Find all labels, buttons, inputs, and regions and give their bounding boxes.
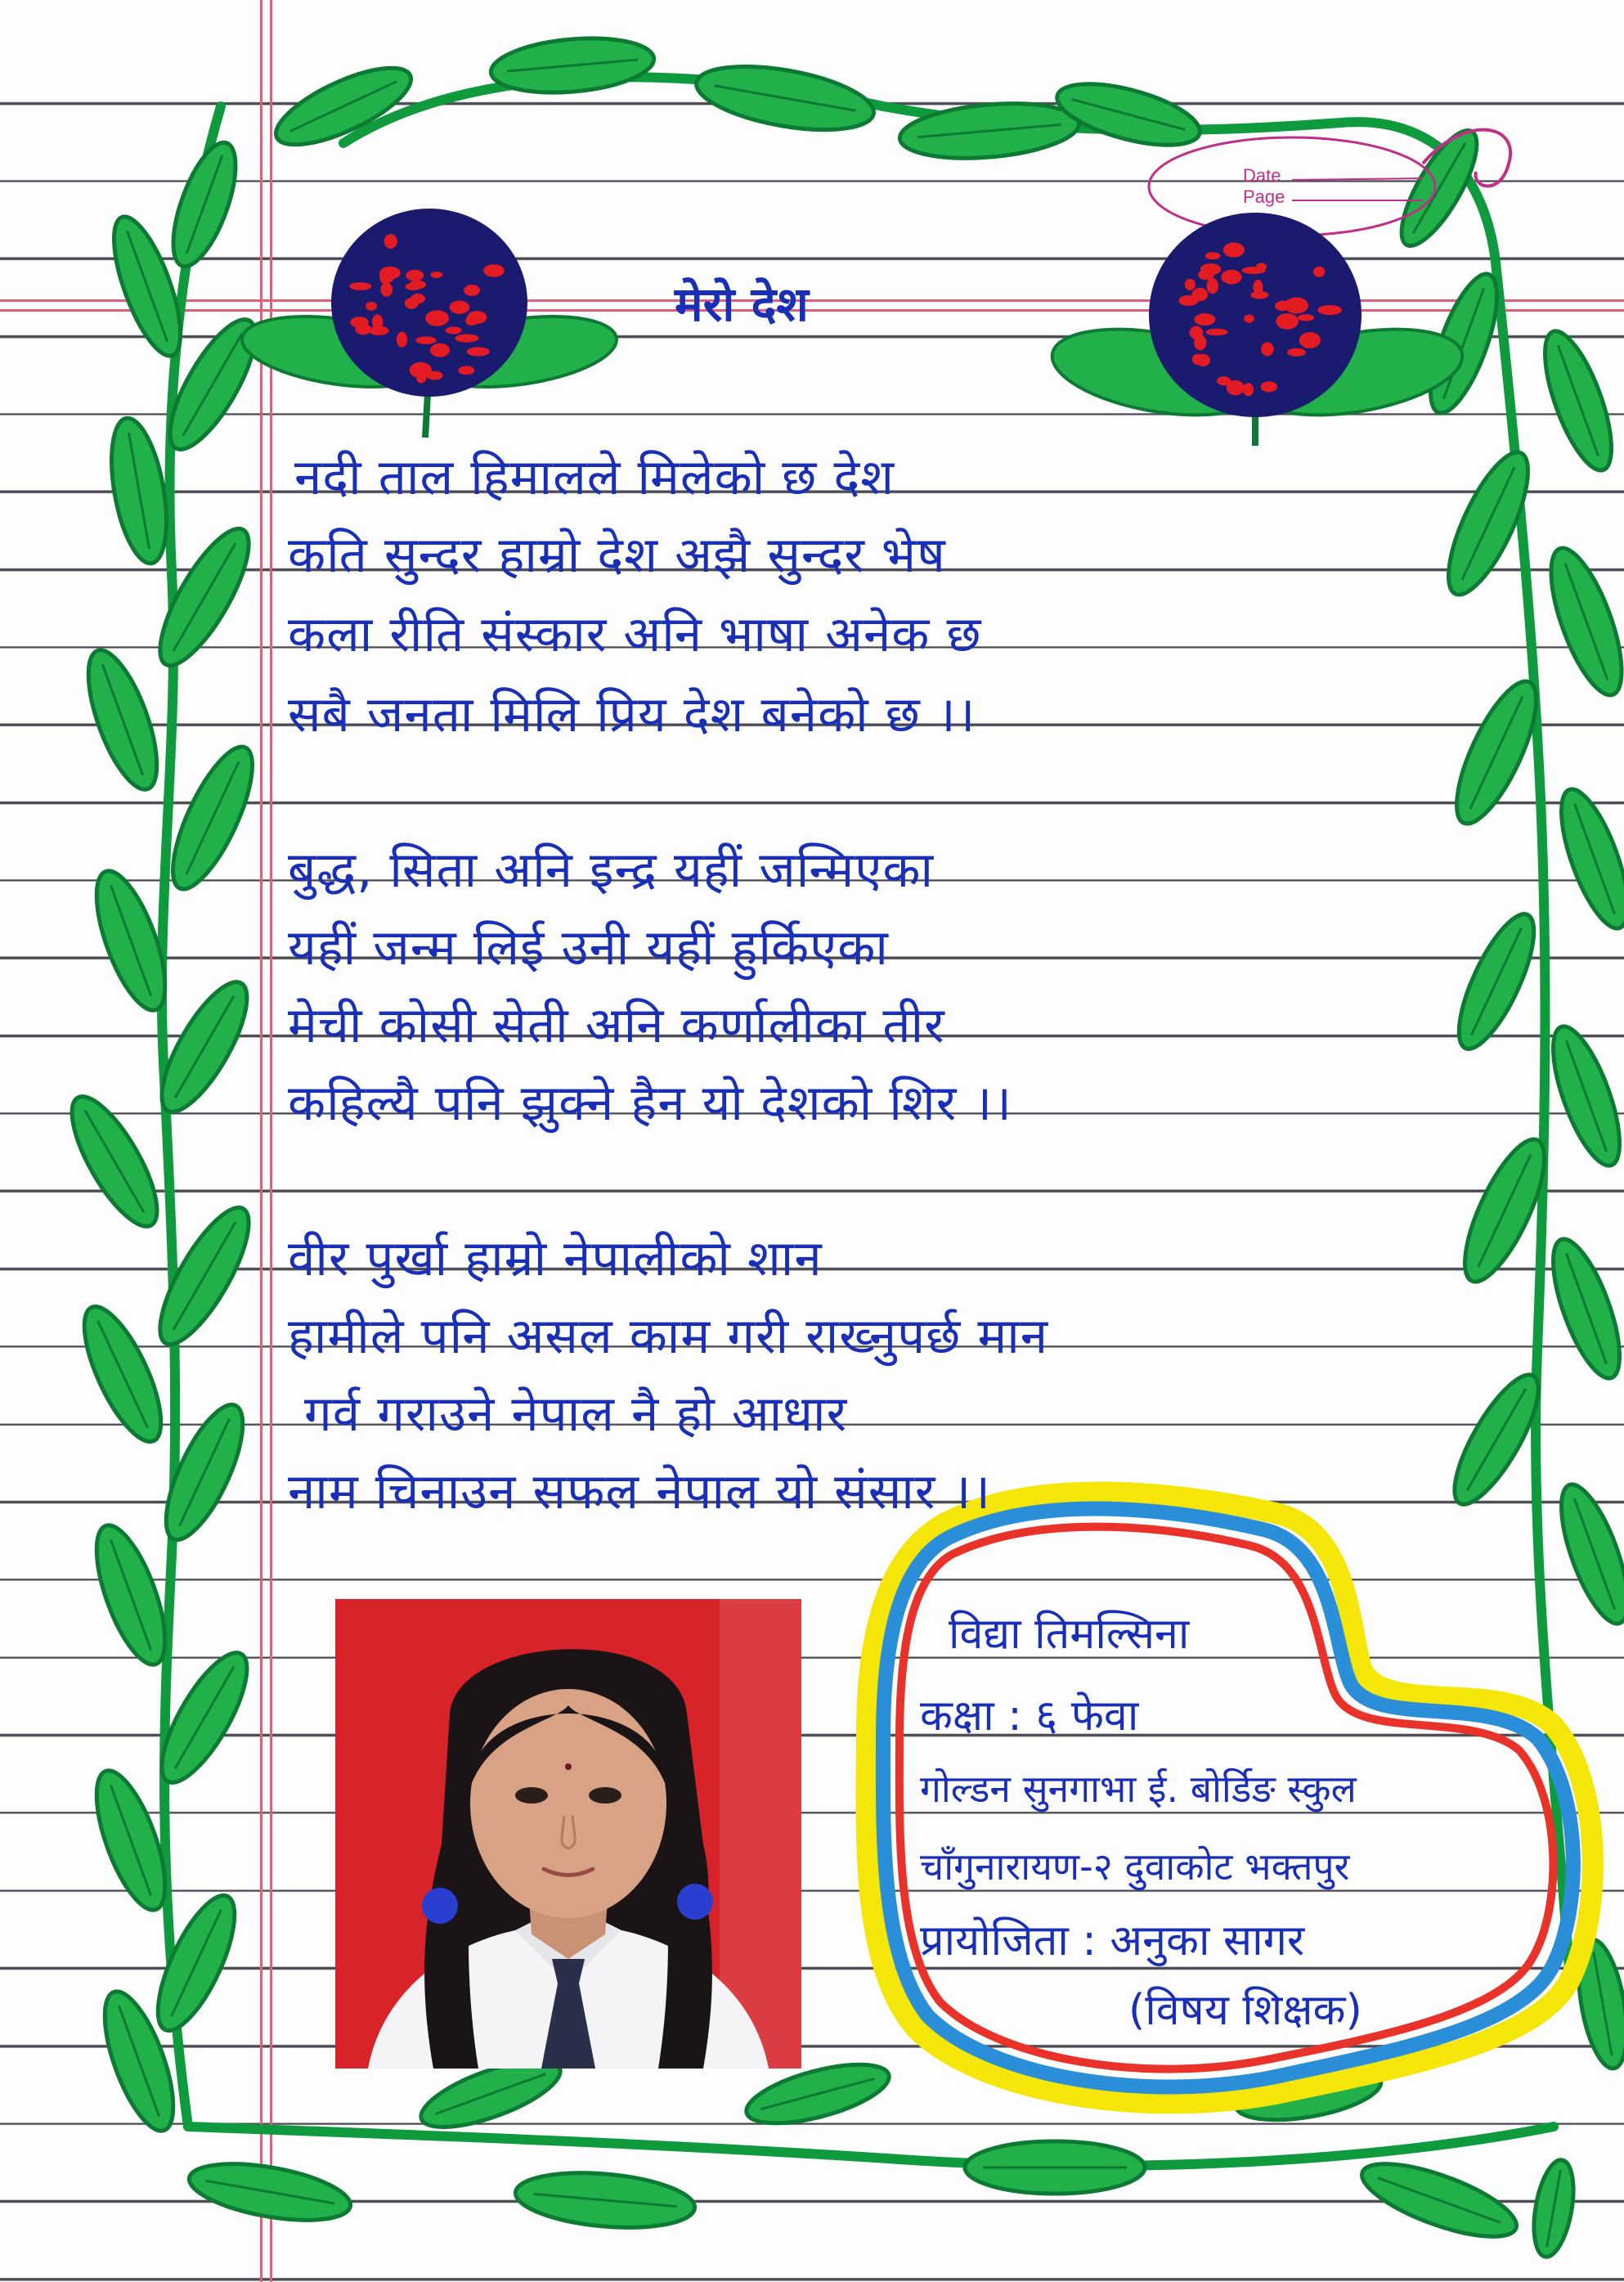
flower-spot [1243, 383, 1254, 396]
flower-spot [458, 366, 474, 375]
flower-spot [1276, 313, 1299, 330]
leaf-icon [1548, 1477, 1624, 1631]
student-class: कक्षा : ६ फेवा [920, 1691, 1139, 1741]
leaf-icon [1537, 540, 1624, 703]
vine-stem [188, 2127, 1554, 2166]
page-title: मेरो देश [675, 276, 809, 332]
flower-spot [1299, 332, 1321, 348]
flower-spot [430, 272, 442, 278]
student-address: चाँगुनारायण-२ दुवाकोट भक्तपुर [920, 1844, 1350, 1889]
flower-spot [349, 282, 371, 290]
date-label: Date [1243, 165, 1281, 186]
flower-spot [1194, 335, 1206, 350]
flower-spot [380, 282, 393, 296]
flower-spot [483, 264, 504, 277]
flower-spot [1261, 342, 1274, 356]
flower-spot [1223, 243, 1245, 258]
poem-line: बुद्ध, सिता अनि इन्द्र यहीं जन्मिएका [288, 842, 935, 899]
flower-spot [1185, 279, 1196, 290]
flower-spot [430, 344, 450, 357]
flower-spot [1298, 314, 1314, 321]
student-photo [335, 1599, 801, 2069]
poem-line: नदी ताल हिमालले मिलेको छ देश [294, 449, 895, 506]
flower-icon [238, 209, 621, 438]
poem-line: हामीले पनि असल काम गरी राख्नुपर्छ मान [288, 1308, 1049, 1365]
flower-spot [1313, 267, 1325, 277]
leaf-icon [1540, 1019, 1624, 1173]
flower-spot [431, 312, 442, 319]
flower-spot [1196, 354, 1210, 366]
student-school: गोल्डन सुनगाभा ई. बोर्डिङ स्कुल [920, 1767, 1357, 1811]
poem-line: सबै जनता मिलि प्रिय देश बनेको छ ।। [288, 686, 976, 743]
flower-spot [1205, 252, 1221, 259]
poem-line: कला रीति संस्कार अनि भाषा अनेक छ [288, 606, 982, 663]
flower-spot [1206, 278, 1218, 294]
teacher-name: प्रायोजिता : अनुका सागर [920, 1916, 1305, 1965]
flower-spot [366, 302, 377, 311]
flower-spot [464, 285, 480, 296]
flower-spot [465, 316, 478, 326]
flower-spot [384, 234, 397, 249]
flower-spot [405, 298, 419, 309]
flower-spot [1256, 263, 1267, 270]
flower-spot [415, 336, 436, 344]
student-name: विद्या तिमल्सिना [949, 1610, 1190, 1659]
leaf-icon [1540, 1232, 1624, 1386]
flower-spot [406, 283, 421, 290]
teacher-role: (विषय शिक्षक) [1128, 1986, 1362, 2035]
page-label: Page [1243, 186, 1285, 207]
flower-spot [467, 347, 490, 356]
poem-line: कति सुन्दर हाम्रो देश अझै सुन्दर भेष [288, 527, 946, 584]
flower-spot [1244, 314, 1254, 322]
poem-line: नाम चिनाउन सफल नेपाल यो संसार ।। [288, 1463, 991, 1521]
flower-spot [397, 332, 407, 348]
flower-spot [369, 326, 388, 335]
flower-spot [1250, 291, 1268, 299]
flower-spot [1287, 348, 1306, 357]
flower-spot [1217, 376, 1231, 385]
poem-line: कहिल्यै पनि झुक्ने हैन यो देशको शिर ।। [288, 1075, 1012, 1132]
poem-line: वीर पुर्खा हाम्रो नेपालीको शान [288, 1230, 823, 1287]
flower-spot [445, 326, 461, 334]
flower-spot [1206, 329, 1228, 336]
poem-line: मेची कोसी सेती अनि कर्णालीका तीर [288, 997, 945, 1054]
flower-spot [450, 301, 470, 314]
flower-spot [1195, 313, 1216, 326]
flower-spot [379, 268, 391, 285]
flower-spot [1317, 305, 1342, 315]
flower-spot [1221, 270, 1241, 285]
leaf-icon [1548, 782, 1624, 936]
poem-line: गर्व गराउने नेपाल नै हो आधार [304, 1386, 848, 1443]
poem-line: यहीं जन्म लिई उनी यहीं हुर्किएका [288, 919, 889, 977]
flower-spot [350, 317, 369, 328]
flower-icon [1046, 213, 1469, 446]
flower-spot [455, 334, 478, 342]
flower-spot [1261, 381, 1277, 392]
flower-spot [1198, 270, 1214, 280]
flower-spot [1178, 295, 1198, 306]
flower-spot [406, 270, 424, 281]
flower-spot [1285, 297, 1308, 313]
flower-spot [416, 373, 426, 383]
